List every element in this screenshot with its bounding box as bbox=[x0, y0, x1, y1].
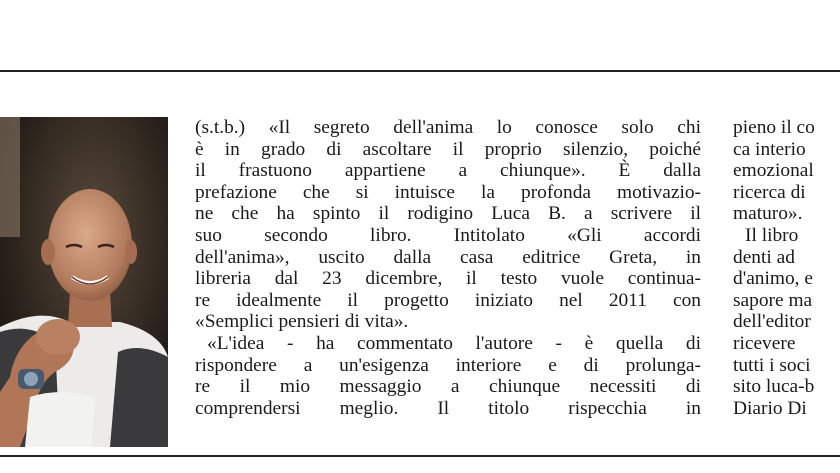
text-line: emozional bbox=[733, 160, 814, 182]
text-line: Il libro bbox=[745, 224, 799, 246]
article-side-column bbox=[733, 117, 840, 419]
text-line: (s.t.b.) «Il segreto dell'anima lo conosce solo chi bbox=[195, 117, 701, 138]
text-line: ricevere bbox=[733, 332, 796, 354]
text-line: prefazione che si intuisce la profonda motivazio- bbox=[195, 181, 701, 203]
text-line: dell'editor bbox=[733, 311, 811, 333]
bottom-rule bbox=[0, 455, 840, 457]
text-line: d'animo, e bbox=[733, 268, 813, 290]
text-line: maturo». bbox=[733, 203, 803, 225]
text-line: Diario Di bbox=[733, 397, 807, 419]
text-line: comprendersi meglio. Il titolo rispecchia in bbox=[195, 397, 701, 419]
article-main-column bbox=[195, 117, 701, 419]
text-line: suo secondo libro. Intitolato «Gli accordi bbox=[195, 224, 701, 246]
text-line: denti ad bbox=[733, 246, 795, 268]
text-line: il frastuono appartiene a chiunque». È dalla bbox=[195, 160, 701, 182]
text-line: dell'anima», uscito dalla casa editrice Greta, in bbox=[195, 246, 701, 268]
text-line: ne che ha spinto il rodigino Luca B. a scrivere il bbox=[195, 203, 701, 225]
text-line: re il mio messaggio a chiunque necessiti di bbox=[195, 376, 701, 398]
text-line: sapore ma bbox=[733, 289, 813, 311]
text-line: rispondere a un'esigenza interiore e di prolunga- bbox=[195, 354, 701, 376]
text-line: tutti i soci bbox=[733, 354, 811, 376]
text-line: «Semplici pensieri di vita». bbox=[195, 311, 409, 333]
text-line: ca interio bbox=[733, 138, 806, 160]
text-line: pieno il co bbox=[733, 117, 815, 138]
text-line: sito luca-b bbox=[733, 376, 815, 398]
author-photo bbox=[0, 117, 168, 447]
text-line: libreria dal 23 dicembre, il testo vuole continua- bbox=[195, 268, 701, 290]
top-rule bbox=[0, 70, 840, 72]
text-line: re idealmente il progetto iniziato nel 2011 con bbox=[195, 289, 701, 311]
text-line: ricerca di bbox=[733, 181, 806, 203]
text-line: «L'idea - ha commentato l'autore - è quella di bbox=[207, 332, 701, 354]
text-line: è in grado di ascoltare il proprio silenzio, poiché bbox=[195, 138, 701, 160]
